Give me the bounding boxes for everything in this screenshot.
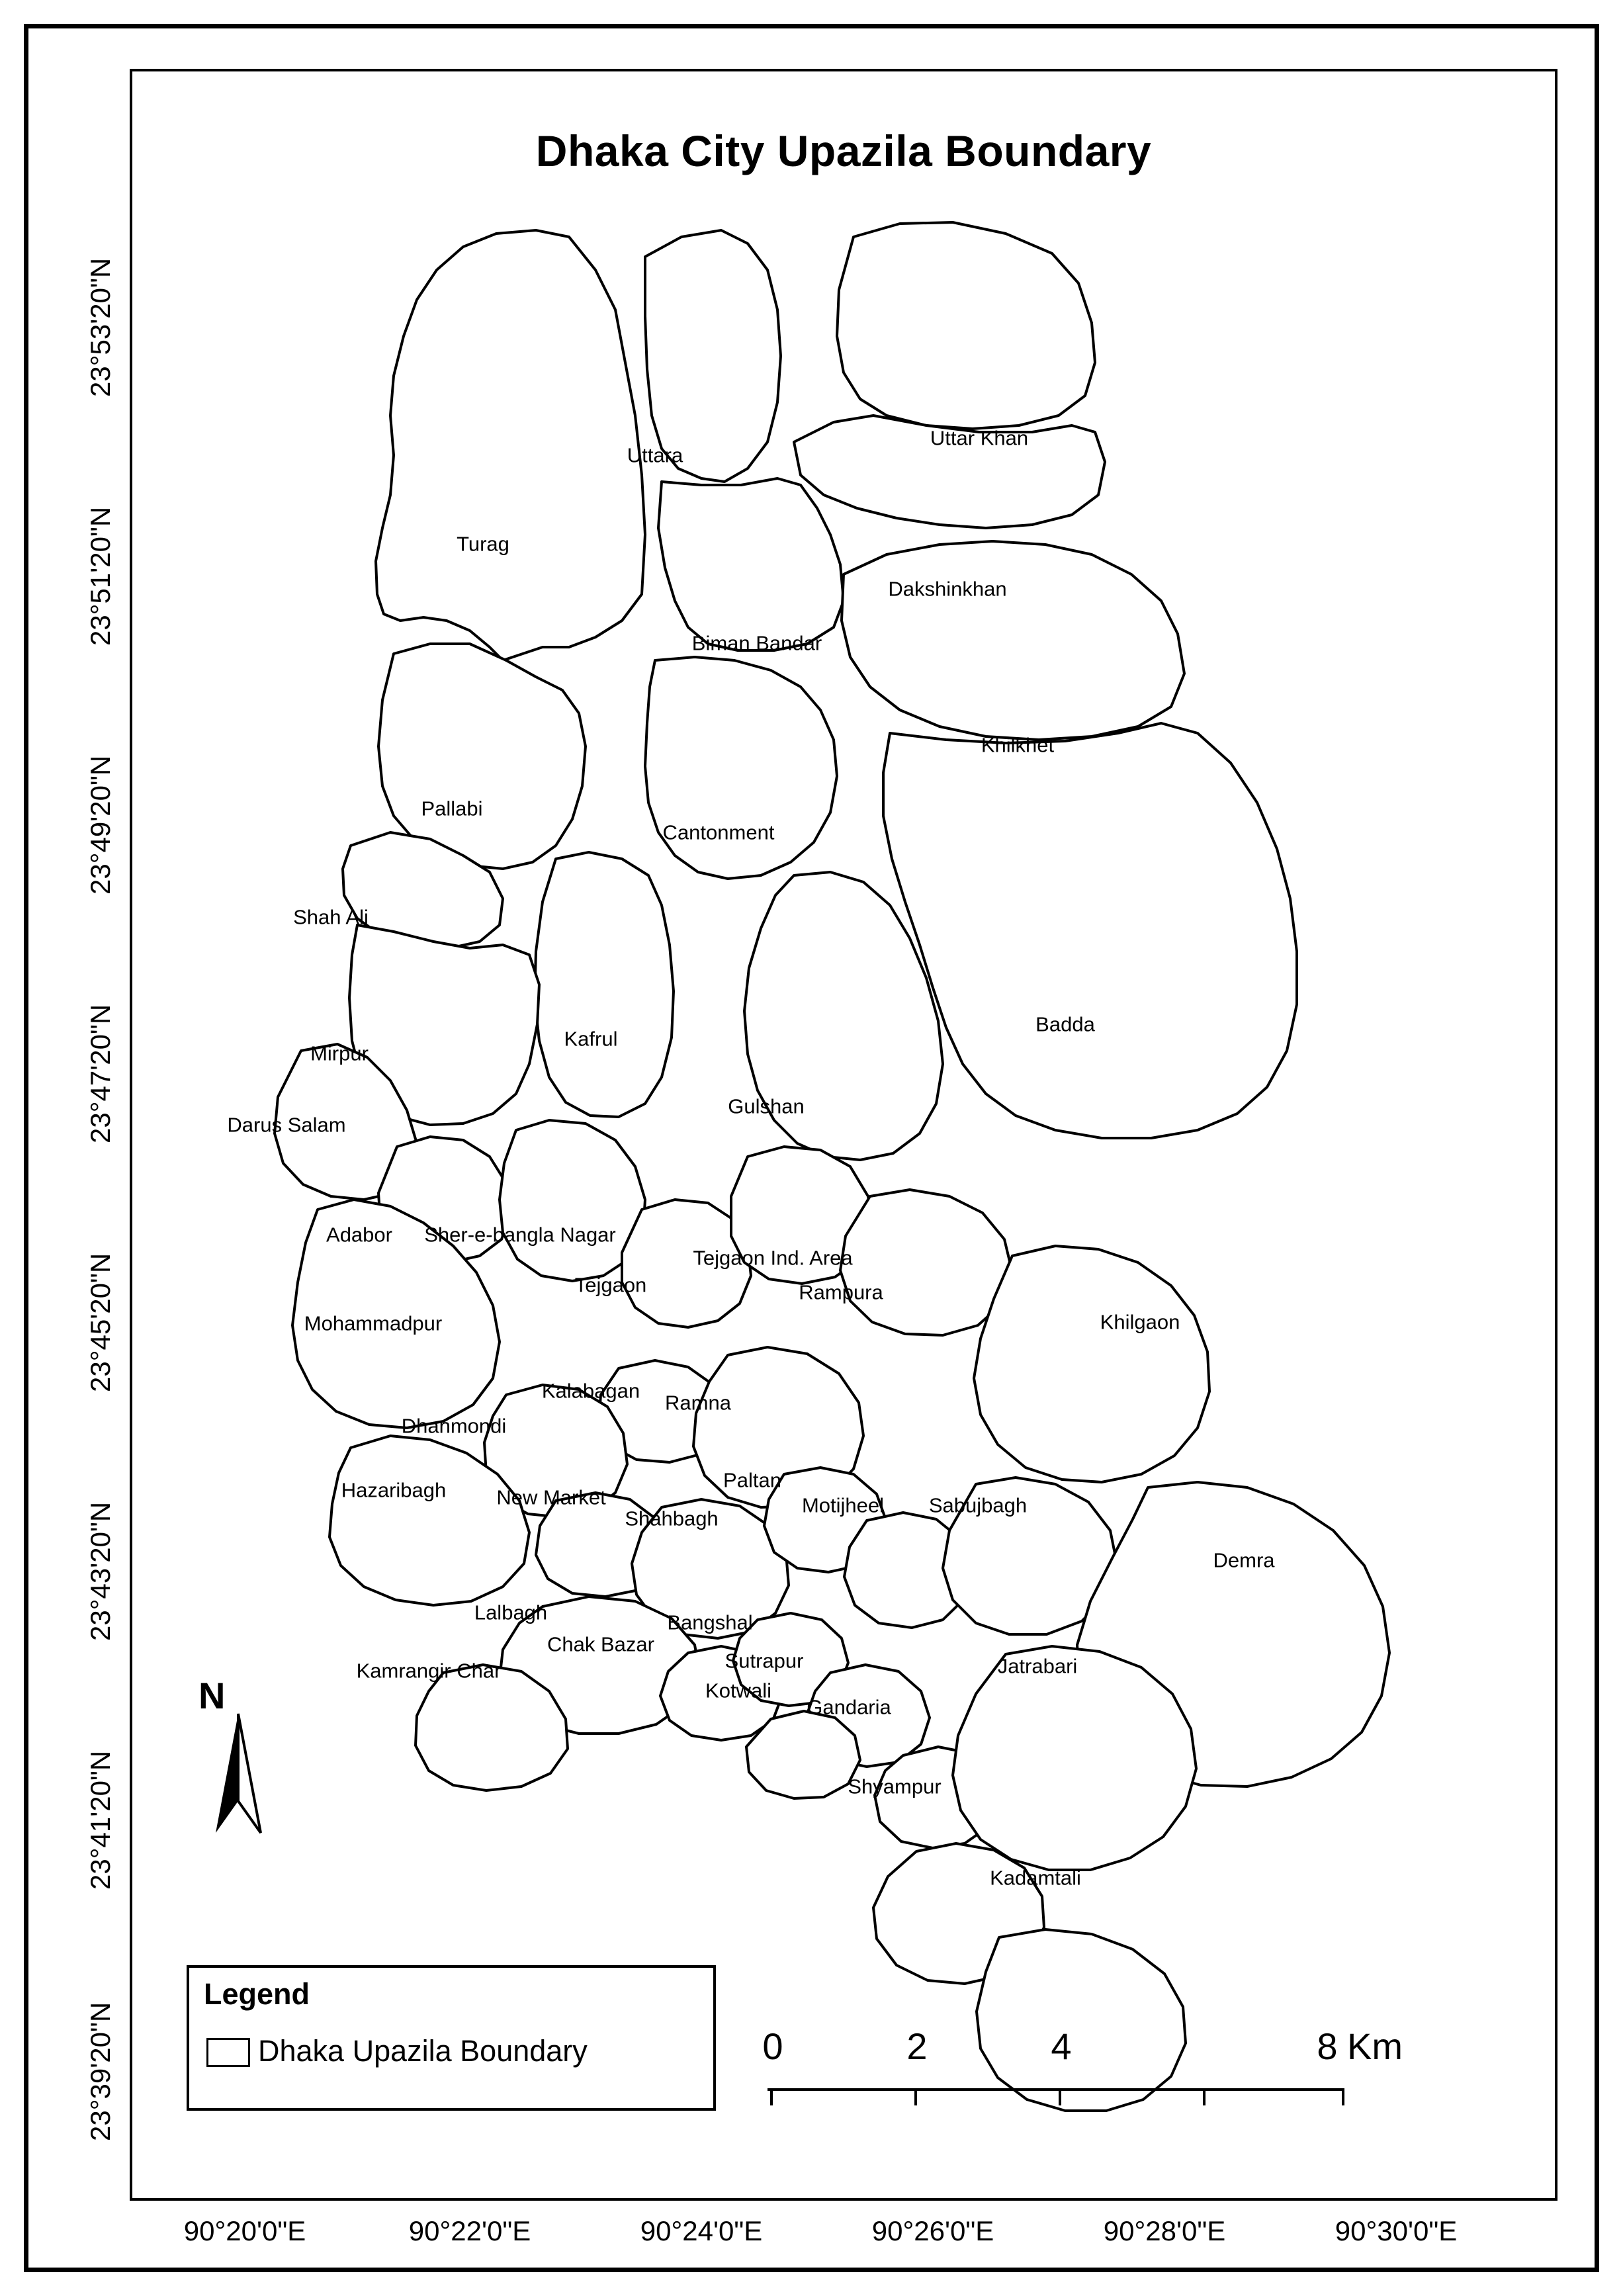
scale-tick — [770, 2088, 773, 2105]
latitude-label: 23°49'20"N — [85, 755, 116, 895]
upazila-label-shyampur: Shyampur — [848, 1775, 942, 1798]
upazila-label-pallabi: Pallabi — [421, 797, 483, 820]
upazila-label-rampura: Rampura — [799, 1280, 883, 1304]
upazila-label-jatrabari: Jatrabari — [997, 1654, 1078, 1678]
upazila-label-paltan: Paltan — [723, 1468, 781, 1492]
longitude-label: 90°28'0"E — [1103, 2215, 1226, 2246]
latitude-label: 23°39'20"N — [85, 2002, 116, 2141]
legend — [187, 1965, 716, 2111]
upazila-label-demra: Demra — [1213, 1548, 1275, 1572]
upazila-label-adabor: Adabor — [326, 1223, 392, 1247]
upazila-label-motijheel: Motijheel — [801, 1493, 885, 1517]
upazila-label-shah-ali: Shah Ali — [293, 905, 369, 929]
upazila-label-new-market: New Market — [496, 1485, 606, 1509]
legend-title: Legend — [204, 1977, 310, 2011]
upazila-shape-turag — [376, 230, 645, 660]
upazila-label-chak-bazar: Chak Bazar — [547, 1632, 654, 1656]
upazila-label-khilgaon: Khilgaon — [1100, 1310, 1180, 1334]
upazila-shape-biman-bandar — [658, 478, 844, 650]
scale-label-8: 8 — [1317, 2025, 1338, 2067]
upazila-label-biman-bandar: Biman Bandar — [691, 631, 822, 655]
upazila-label-kamrangir-char: Kamrangir Char — [356, 1659, 502, 1683]
upazila-label-uttar-khan: Uttar Khan — [930, 426, 1029, 450]
scale-tick — [914, 2088, 917, 2105]
upazila-label-dhanmondi: Dhanmondi — [401, 1414, 507, 1438]
upazila-label-mohammadpur: Mohammadpur — [304, 1311, 443, 1335]
legend-entry-label: Dhaka Upazila Boundary — [258, 2034, 588, 2068]
upazila-shape-khilgaon — [974, 1246, 1209, 1482]
upazila-label-kalabagan: Kalabagan — [541, 1379, 640, 1403]
upazila-label-gandaria: Gandaria — [807, 1695, 891, 1719]
scale-label-0: 0 — [762, 2025, 783, 2067]
legend-swatch-boundary — [206, 2038, 250, 2067]
longitude-label: 90°24'0"E — [640, 2215, 763, 2246]
upazila-label-lalbagh: Lalbagh — [474, 1601, 548, 1624]
north-arrow-label: N — [198, 1675, 226, 1716]
upazila-label-uttara: Uttara — [627, 443, 683, 467]
upazila-label-tejgaon: Tejgaon — [574, 1273, 647, 1297]
upazila-label-kotwali: Kotwali — [705, 1679, 771, 1702]
longitude-label: 90°22'0"E — [408, 2215, 531, 2246]
latitude-label: 23°43'20"N — [85, 1501, 116, 1641]
upazila-label-badda: Badda — [1035, 1012, 1095, 1036]
upazila-shape-badda — [883, 723, 1297, 1138]
upazila-label-sher-e-bangla-nagar: Sher-e-bangla Nagar — [424, 1223, 616, 1247]
scale-line — [768, 2088, 1344, 2091]
latitude-label: 23°45'20"N — [85, 1253, 116, 1392]
longitude-label: 90°26'0"E — [871, 2215, 994, 2246]
upazila-label-dakshinkhan: Dakshinkhan — [888, 577, 1007, 601]
upazila-label-kafrul: Kafrul — [564, 1027, 618, 1051]
upazila-label-ramna: Ramna — [665, 1391, 731, 1415]
north-arrow-icon — [192, 1674, 285, 1839]
upazila-label-mirpur: Mirpur — [310, 1041, 369, 1065]
upazila-shape-kafrul — [535, 852, 674, 1117]
upazila-label-sabujbagh: Sabujbagh — [928, 1493, 1028, 1517]
upazila-label-turag: Turag — [457, 532, 509, 556]
latitude-label: 23°47'20"N — [85, 1004, 116, 1143]
scale-tick — [1342, 2088, 1344, 2105]
upazila-label-hazaribagh: Hazaribagh — [341, 1478, 447, 1502]
map-title: Dhaka City Upazila Boundary — [535, 126, 1152, 175]
upazila-label-cantonment: Cantonment — [662, 820, 775, 844]
scale-tick — [1203, 2088, 1206, 2105]
scale-tick — [1059, 2088, 1061, 2105]
upazila-shape-cantonment — [645, 657, 837, 879]
longitude-label: 90°20'0"E — [183, 2215, 306, 2246]
upazila-label-gulshan: Gulshan — [728, 1094, 805, 1118]
upazila-shape-rampura — [840, 1190, 1012, 1335]
upazila-label-sutrapur: Sutrapur — [724, 1649, 804, 1673]
scale-label-4: 4 — [1051, 2025, 1072, 2067]
scalebar — [762, 2025, 1429, 2124]
upazila-label-shahbagh: Shahbagh — [625, 1507, 719, 1530]
latitude-label: 23°41'20"N — [85, 1750, 116, 1890]
latitude-label: 23°51'20"N — [85, 506, 116, 646]
upazila-shape-uttar-khan — [837, 222, 1095, 429]
upazila-label-bangshal: Bangshal — [667, 1611, 753, 1634]
scale-unit-label: Km — [1347, 2025, 1403, 2067]
longitude-label: 90°30'0"E — [1335, 2215, 1458, 2246]
upazila-label-kadamtali: Kadamtali — [990, 1866, 1081, 1890]
scale-label-2: 2 — [906, 2025, 928, 2067]
upazila-label-darus-salam: Darus Salam — [227, 1113, 346, 1137]
upazila-label-khilkhet: Khilkhet — [981, 733, 1055, 757]
latitude-label: 23°53'20"N — [85, 257, 116, 397]
upazila-shape-khilkhet — [842, 541, 1184, 740]
upazila-label-tejgaon-ind-area: Tejgaon Ind. Area — [693, 1246, 853, 1270]
